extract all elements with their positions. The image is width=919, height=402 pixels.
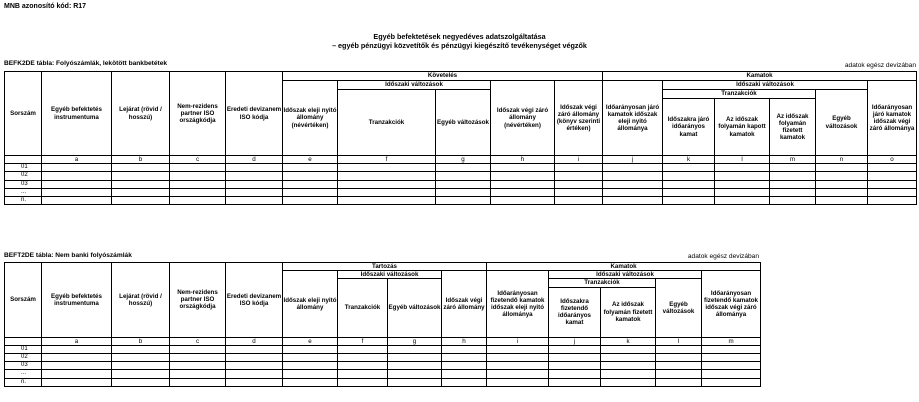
t2-data-cell[interactable] — [112, 354, 170, 362]
t2-data-cell[interactable] — [549, 362, 601, 370]
t2-data-cell[interactable] — [226, 378, 283, 386]
t2-data-cell[interactable] — [442, 354, 487, 362]
t1-data-cell[interactable] — [868, 197, 917, 205]
t1-data-cell[interactable] — [603, 197, 663, 205]
t2-col-b: Lejárat (rövid / hosszú) — [112, 263, 170, 338]
t1-col-m: Az időszak folyamán fizetett kamatok — [770, 99, 816, 156]
t1-letter: c — [170, 156, 226, 164]
t1-table-row — [5, 188, 917, 196]
t2-data-cell[interactable] — [283, 370, 338, 378]
t2-col-c: Nem-rezidens partner ISO országkódja — [170, 263, 226, 338]
t2-data-cell[interactable] — [338, 345, 388, 353]
t2-table-row — [5, 354, 761, 362]
t1-row-label: n. — [5, 197, 42, 205]
t2-data-cell[interactable] — [338, 362, 388, 370]
t1-data-cell[interactable] — [715, 172, 770, 180]
t2-group-tartozas: Tartozás — [283, 263, 487, 271]
t2-group-kamatok: Kamatok — [487, 263, 761, 271]
t2-row-label: ... — [5, 370, 42, 378]
t2-sub-tranzakciok: Tranzakciók — [549, 279, 656, 287]
t1-data-cell[interactable] — [816, 180, 868, 188]
t2-data-cell[interactable] — [487, 354, 549, 362]
t1-data-cell[interactable] — [770, 197, 816, 205]
t2-data-cell[interactable] — [388, 378, 442, 386]
t1-data-cell[interactable] — [226, 188, 283, 196]
t1-data-cell[interactable] — [770, 164, 816, 172]
t1-data-cell[interactable] — [338, 188, 436, 196]
table2-unit: adatok egész devizában — [687, 253, 759, 260]
t2-sub-idoszaki2: Időszaki változások — [549, 271, 702, 279]
t1-data-cell[interactable] — [715, 188, 770, 196]
t1-group-kamatok: Kamatok — [603, 72, 917, 81]
t1-data-cell[interactable] — [42, 164, 112, 172]
t1-data-cell[interactable] — [112, 197, 170, 205]
t1-data-cell[interactable] — [555, 164, 603, 172]
t1-data-cell[interactable] — [436, 188, 491, 196]
t1-data-cell[interactable] — [555, 172, 603, 180]
t2-letter: i — [487, 337, 549, 345]
t1-table-row — [5, 172, 917, 180]
t2-table-row — [5, 378, 761, 386]
t1-data-cell[interactable] — [338, 197, 436, 205]
t1-letter: f — [338, 156, 436, 164]
t2-data-cell[interactable] — [226, 345, 283, 353]
t1-table-row — [5, 180, 917, 188]
t2-letter: h — [442, 337, 487, 345]
t2-data-cell[interactable] — [549, 378, 601, 386]
t1-data-cell[interactable] — [491, 164, 555, 172]
t2-data-cell[interactable] — [702, 345, 761, 353]
t2-sub-idoszaki: Időszaki változások — [338, 271, 442, 279]
t2-data-cell[interactable] — [549, 354, 601, 362]
t1-data-cell[interactable] — [283, 172, 338, 180]
t2-data-cell[interactable] — [656, 370, 702, 378]
t2-letter: e — [283, 337, 338, 345]
t2-data-cell[interactable] — [442, 378, 487, 386]
t2-col-m: Időarányosan fizetendő kamatok időszak végi záró állománya — [702, 271, 761, 337]
t1-data-cell[interactable] — [663, 188, 715, 196]
t1-row-label: 02 — [5, 172, 42, 180]
t2-data-cell[interactable] — [656, 362, 702, 370]
t1-col-k: Időszakra járó időarányos kamat — [663, 99, 715, 156]
t2-data-cell[interactable] — [226, 362, 283, 370]
t1-data-cell[interactable] — [816, 172, 868, 180]
table2 — [4, 262, 761, 387]
t2-data-cell[interactable] — [549, 370, 601, 378]
t2-data-cell[interactable] — [702, 370, 761, 378]
t2-data-cell[interactable] — [442, 362, 487, 370]
t2-col-j: Időszakra fizetendő időarányos kamat — [549, 287, 601, 337]
t1-data-cell[interactable] — [715, 197, 770, 205]
t2-data-cell[interactable] — [388, 362, 442, 370]
t2-data-cell[interactable] — [112, 345, 170, 353]
t1-data-cell[interactable] — [603, 172, 663, 180]
t2-col-k: Az időszak folyamán fizetett kamatok — [601, 287, 656, 337]
t1-sub-idoszaki2: Időszaki változások — [663, 81, 868, 90]
t2-letter: d — [226, 337, 283, 345]
t1-data-cell[interactable] — [42, 188, 112, 196]
t2-letter: c — [170, 337, 226, 345]
t1-data-cell[interactable] — [283, 180, 338, 188]
t1-letter: a — [42, 156, 112, 164]
t1-data-cell[interactable] — [112, 164, 170, 172]
t2-data-cell[interactable] — [656, 354, 702, 362]
t2-data-cell[interactable] — [601, 354, 656, 362]
t1-col-b: Lejárat (rövid / hosszú) — [112, 72, 170, 156]
t1-col-sorszam: Sorszám — [5, 72, 42, 156]
t2-row-label: n. — [5, 378, 42, 386]
t1-data-cell[interactable] — [491, 180, 555, 188]
t1-data-cell[interactable] — [816, 164, 868, 172]
t1-data-cell[interactable] — [42, 180, 112, 188]
t1-data-cell[interactable] — [555, 180, 603, 188]
t1-data-cell[interactable] — [868, 172, 917, 180]
t2-data-cell[interactable] — [487, 362, 549, 370]
t1-col-a: Egyéb befektetés instrumentuma — [42, 72, 112, 156]
t2-data-cell[interactable] — [388, 354, 442, 362]
t2-data-cell[interactable] — [112, 378, 170, 386]
t2-data-cell[interactable] — [42, 378, 112, 386]
t1-data-cell[interactable] — [663, 197, 715, 205]
t2-data-cell[interactable] — [283, 354, 338, 362]
table1-unit: adatok egész devizában — [844, 62, 916, 69]
t1-letter: l — [715, 156, 770, 164]
t1-data-cell[interactable] — [436, 197, 491, 205]
t1-data-cell[interactable] — [170, 197, 226, 205]
report-title: Egyéb befektetések negyedéves adatszolgáltatása — [373, 32, 546, 41]
t2-data-cell[interactable] — [487, 345, 549, 353]
t1-letter: e — [283, 156, 338, 164]
table2-title: BEFT2DE tábla: Nem banki folyószámlák — [4, 252, 132, 259]
t2-data-cell[interactable] — [702, 354, 761, 362]
t1-col-h: Időszak végi záró állomány (névértéken) — [491, 81, 555, 156]
t1-col-c: Nem-rezidens partner ISO országkódja — [170, 72, 226, 156]
t1-data-cell[interactable] — [868, 180, 917, 188]
t2-letter: k — [601, 337, 656, 345]
t1-data-cell[interactable] — [770, 188, 816, 196]
t2-data-cell[interactable] — [226, 370, 283, 378]
t1-data-cell[interactable] — [715, 164, 770, 172]
t1-data-cell[interactable] — [112, 172, 170, 180]
t1-data-cell[interactable] — [226, 180, 283, 188]
t1-data-cell[interactable] — [868, 188, 917, 196]
t2-data-cell[interactable] — [442, 345, 487, 353]
t2-data-cell[interactable] — [442, 370, 487, 378]
t1-col-n: Egyéb változások — [816, 90, 868, 156]
t2-data-cell[interactable] — [170, 354, 226, 362]
t1-data-cell[interactable] — [603, 188, 663, 196]
t1-table-row — [5, 197, 917, 205]
t1-data-cell[interactable] — [226, 197, 283, 205]
t2-col-f: Tranzakciók — [338, 279, 388, 337]
t2-data-cell[interactable] — [702, 378, 761, 386]
t2-table-row — [5, 345, 761, 353]
t1-data-cell[interactable] — [491, 188, 555, 196]
t2-data-cell[interactable] — [487, 370, 549, 378]
t2-data-cell[interactable] — [42, 362, 112, 370]
t1-letter: j — [603, 156, 663, 164]
t1-sub-tranzakciok: Tranzakciók — [663, 90, 816, 99]
t2-data-cell[interactable] — [226, 354, 283, 362]
t2-data-cell[interactable] — [170, 370, 226, 378]
t2-data-cell[interactable] — [656, 378, 702, 386]
t2-col-d: Eredeti devizanem ISO kódja — [226, 263, 283, 338]
t1-data-cell[interactable] — [436, 180, 491, 188]
t2-data-cell[interactable] — [388, 370, 442, 378]
t1-letter: i — [555, 156, 603, 164]
t2-data-cell[interactable] — [112, 370, 170, 378]
t2-col-l: Egyéb változások — [656, 279, 702, 337]
t1-letter: k — [663, 156, 715, 164]
t1-data-cell[interactable] — [170, 164, 226, 172]
t1-data-cell[interactable] — [338, 180, 436, 188]
t1-data-cell[interactable] — [603, 180, 663, 188]
t2-data-cell[interactable] — [338, 370, 388, 378]
t2-row-label: 01 — [5, 345, 42, 353]
t2-table-row — [5, 362, 761, 370]
t1-data-cell[interactable] — [226, 172, 283, 180]
t2-col-g: Egyéb változások — [388, 279, 442, 337]
t2-data-cell[interactable] — [170, 345, 226, 353]
t1-data-cell[interactable] — [338, 172, 436, 180]
t2-data-cell[interactable] — [702, 362, 761, 370]
t2-col-e: Időszak eleji nyitó állomány — [283, 271, 338, 337]
t1-data-cell[interactable] — [816, 197, 868, 205]
t1-data-cell[interactable] — [715, 180, 770, 188]
t2-data-cell[interactable] — [42, 345, 112, 353]
t1-data-cell[interactable] — [283, 164, 338, 172]
t1-data-cell[interactable] — [112, 188, 170, 196]
t1-col-e: Időszak eleji nyitó állomány (névértéken) — [283, 81, 338, 156]
t1-letter: n — [816, 156, 868, 164]
table1 — [4, 71, 917, 205]
t2-data-cell[interactable] — [283, 345, 338, 353]
t1-data-cell[interactable] — [283, 188, 338, 196]
t2-col-i: Időarányosan fizetendő kamatok időszak eleji nyitó állománya — [487, 271, 549, 337]
t1-col-l: Az időszak folyamán kapott kamatok — [715, 99, 770, 156]
table1-title: BEFK2DE tábla: Folyószámlák, lekötött bankbetétek — [4, 60, 168, 67]
t1-row-label: 01 — [5, 164, 42, 172]
t1-data-cell[interactable] — [170, 180, 226, 188]
t2-letter: b — [112, 337, 170, 345]
t1-data-cell[interactable] — [42, 172, 112, 180]
t2-data-cell[interactable] — [42, 354, 112, 362]
t1-data-cell[interactable] — [436, 172, 491, 180]
t2-table-row — [5, 370, 761, 378]
t2-data-cell[interactable] — [601, 345, 656, 353]
t1-col-f: Tranzakciók — [338, 90, 436, 156]
t1-letter: g — [436, 156, 491, 164]
t2-row-label: 03 — [5, 362, 42, 370]
t1-data-cell[interactable] — [770, 172, 816, 180]
t1-data-cell[interactable] — [283, 197, 338, 205]
t1-data-cell[interactable] — [603, 164, 663, 172]
t2-data-cell[interactable] — [549, 345, 601, 353]
t2-data-cell[interactable] — [601, 370, 656, 378]
t1-data-cell[interactable] — [555, 197, 603, 205]
t1-data-cell[interactable] — [555, 188, 603, 196]
t2-row-label: 02 — [5, 354, 42, 362]
t1-data-cell[interactable] — [770, 180, 816, 188]
t2-data-cell[interactable] — [601, 362, 656, 370]
t2-data-cell[interactable] — [388, 345, 442, 353]
t2-data-cell[interactable] — [170, 362, 226, 370]
t1-table-row — [5, 164, 917, 172]
t2-letter: a — [42, 337, 112, 345]
t1-data-cell[interactable] — [663, 164, 715, 172]
t1-row-label: ... — [5, 188, 42, 196]
t2-letter: f — [338, 337, 388, 345]
t1-data-cell[interactable] — [170, 172, 226, 180]
t1-col-i: Időszak végi záró állomány (könyv szerinti értéken) — [555, 81, 603, 156]
t2-data-cell[interactable] — [42, 370, 112, 378]
t1-col-g: Egyéb változások — [436, 90, 491, 156]
t1-data-cell[interactable] — [491, 197, 555, 205]
t1-col-j: Időarányosan járó kamatok időszak eleji nyitó állománya — [603, 81, 663, 156]
t1-letter: o — [868, 156, 917, 164]
t1-sub-idoszaki: Időszaki változások — [338, 81, 491, 90]
t2-letter: g — [388, 337, 442, 345]
t2-data-cell[interactable] — [338, 378, 388, 386]
mnb-code: MNB azonosító kód: R17 — [4, 3, 87, 10]
t1-data-cell[interactable] — [663, 172, 715, 180]
t2-data-cell[interactable] — [283, 378, 338, 386]
t1-data-cell[interactable] — [112, 180, 170, 188]
t1-data-cell[interactable] — [338, 164, 436, 172]
t1-group-koveteles: Követelés — [283, 72, 603, 81]
t1-letter: b — [112, 156, 170, 164]
t2-col-sorszam: Sorszám — [5, 263, 42, 338]
t2-data-cell[interactable] — [112, 362, 170, 370]
t2-letter: m — [702, 337, 761, 345]
t2-col-a: Egyéb befektetés instrumentuma — [42, 263, 112, 338]
t1-data-cell[interactable] — [226, 164, 283, 172]
t2-data-cell[interactable] — [601, 378, 656, 386]
t1-letter: d — [226, 156, 283, 164]
t2-data-cell[interactable] — [656, 345, 702, 353]
report-subtitle: – egyéb pénzügyi közvetítők és pénzügyi kiegészítő tevékenységet végzők — [332, 41, 587, 50]
t1-col-o: Időarányosan járó kamatok időszak végi záró állománya — [868, 81, 917, 156]
t2-data-cell[interactable] — [170, 378, 226, 386]
t1-letter: h — [491, 156, 555, 164]
t1-data-cell[interactable] — [170, 188, 226, 196]
t1-data-cell[interactable] — [436, 164, 491, 172]
t1-data-cell[interactable] — [42, 197, 112, 205]
t1-data-cell[interactable] — [491, 172, 555, 180]
t2-data-cell[interactable] — [338, 354, 388, 362]
t2-letter: l — [656, 337, 702, 345]
t2-data-cell[interactable] — [283, 362, 338, 370]
t1-data-cell[interactable] — [868, 164, 917, 172]
t2-data-cell[interactable] — [487, 378, 549, 386]
t1-col-d: Eredeti devizanem ISO kódja — [226, 72, 283, 156]
t1-data-cell[interactable] — [816, 188, 868, 196]
t2-letter: j — [549, 337, 601, 345]
t1-row-label: 03 — [5, 180, 42, 188]
t1-letter: m — [770, 156, 816, 164]
t2-col-h: Időszak végi záró állomány — [442, 271, 487, 337]
t1-data-cell[interactable] — [663, 180, 715, 188]
